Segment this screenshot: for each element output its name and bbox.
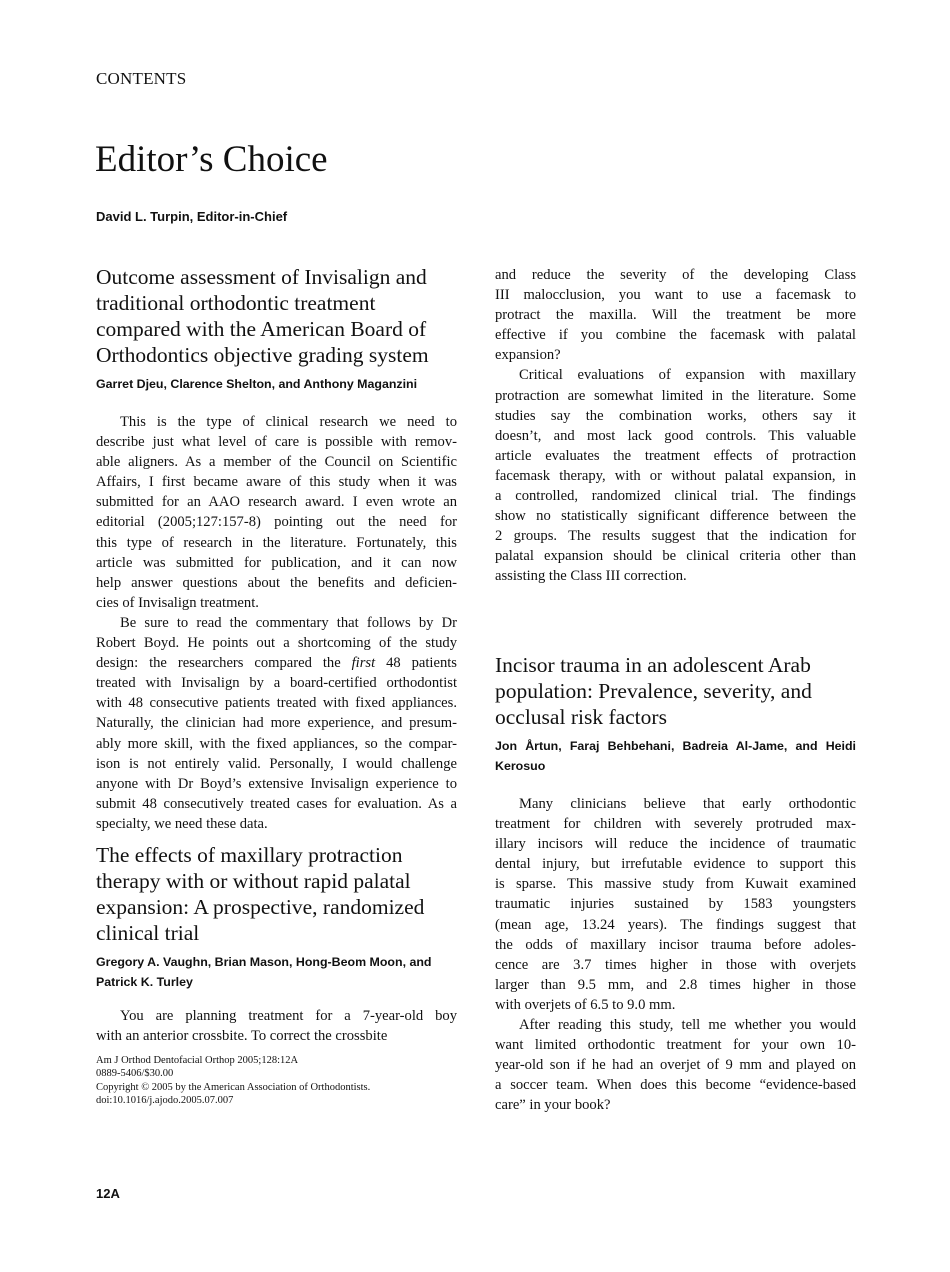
text-line: This is the type of clinical research we need to [120,414,457,430]
text-line: traumatic injuries sustained by 1583 youngsters [495,896,856,913]
text-line: 2 groups. The results suggest that the indication for [495,528,856,545]
text-line: Many clinicians believe that early orthodontic [519,796,856,812]
text-line: Critical evaluations of expansion with maxillary [519,367,856,384]
text-line: treatment for children with severely protruded max- [495,816,856,833]
text-line: editorial (2005;127:157-8) pointing out the need for [96,514,457,531]
text-line: describe just what level of care is possible with remov- [96,434,457,451]
text-line: protraction are somewhat limited in the literature. Some [495,387,856,404]
copyright-line: Copyright © 2005 by the American Association of Orthodontists. [96,1081,371,1093]
paragraph [96,1006,457,1046]
article-invisalign-body [96,412,457,834]
article-invisalign [96,264,457,394]
text-line: Naturally, the clinician had more experience, and presum- [96,715,457,732]
text-line: effective if you combine the facemask with palatal [495,327,856,344]
text-line: and reduce the severity of the developing Class [495,267,856,283]
citation-line: Am J Orthod Dentofacial Orthop 2005;128:12A [96,1055,299,1066]
text-line: submit 48 consecutively treated cases for evaluation. As a [96,795,457,812]
section-label: CONTENTS [96,69,187,88]
article-authors: Jon Årtun, Faraj Behbehani, Badreia Al-Jame, and Heidi Kerosuo [495,739,856,773]
text-line: cies of Invisalign treatment. [96,594,259,611]
text-line: want limited orthodontic treatment for your own 10- [495,1037,856,1054]
article-title: Incisor trauma in an adolescent Arab population: Prevalence, severity, and occlusal risk factors [495,653,812,729]
text-line: with overjets of 6.5 to 9.0 mm. [495,996,676,1013]
doi-line: doi:10.1016/j.ajodo.2005.07.007 [96,1095,234,1107]
text-line: dental injury, but irrefutable evidence to support this [495,856,856,873]
text-line: ison is not entirely valid. Personally, I would challenge [96,755,457,772]
text-line: protract the maxilla. Will the treatment be more [495,307,856,324]
text-line: specialty, we need these data. [96,815,268,832]
paragraph [495,265,856,365]
text-line: expansion? [495,347,561,364]
text-line: illary incisors will reduce the incidence of traumatic [495,836,856,853]
editor-byline: David L. Turpin, Editor-in-Chief [96,209,288,224]
text-line: help answer questions about the benefits and deficien- [96,574,457,591]
text-line: submitted for an AAO research award. I even wrote an [96,494,457,511]
text-line: cence are 3.7 times higher in those with overjets [495,956,856,973]
text-line: show no statistically significant difference between the [495,508,856,525]
text-line: the odds of maxillary incisor trauma before adoles- [495,936,856,953]
text-line: doesn’t, and most lack good controls. This valuable [495,427,856,444]
article-maxillary-protraction-body-start [96,1006,457,1046]
text-line: anyone with Dr Boyd’s extensive Invisalign experience to [96,775,457,792]
text-line: (mean age, 13.24 years). The findings suggest that [495,916,856,933]
article-incisor-trauma-body [495,794,856,1116]
text-line: a soccer team. When does this become “evidence-based [495,1077,856,1094]
text-line: design: the researchers compared the first 48 patients [96,655,457,672]
text-line: You are planning treatment for a 7-year-old boy [120,1008,457,1024]
text-line: year-old son if he had an overjet of 9 mm and played on [495,1057,856,1074]
text-line: this type of research in the literature. Fortunately, this [96,534,457,551]
page-title: Editor’s Choice [95,139,328,180]
text-line: larger than 9.5 mm, and 2.8 times higher in those [495,976,856,993]
paragraph [96,412,457,613]
text-line: Affairs, I first became aware of this study when it was [96,474,457,491]
text-line: studies say the combination works, others say it [495,407,856,424]
paragraph [495,365,856,586]
citation-footnote [96,1054,457,1108]
text-line: III malocclusion, you want to use a facemask to [495,287,856,304]
paragraph [495,794,856,1015]
text-line: a controlled, randomized clinical trial. The findings [495,488,856,505]
article-title: The effects of maxillary protraction therapy with or without rapid palatal expansion: A prospective, randomized clinical trial [96,843,425,945]
text-line: ably more skill, with the fixed appliances, so the compar- [96,735,457,752]
issn-line: 0889-5406/$30.00 [96,1068,174,1080]
text-line: Robert Boyd. He points out a shortcoming of the study [96,635,457,652]
text-line: facemask therapy, with or without palatal expansion, in [495,467,856,484]
text-line: care” in your book? [495,1097,611,1114]
article-authors: Gregory A. Vaughn, Brian Mason, Hong-Beom Moon, and Patrick K. Turley [96,955,432,989]
text-line: palatal expansion should be clinical criteria other than [495,548,856,565]
text-line: with an anterior crossbite. To correct the crossbite [96,1028,388,1045]
article-title: Outcome assessment of Invisalign and traditional orthodontic treatment compared with the American Board of Orthodontics objective grading system [96,265,429,367]
text-line: article evaluates the treatment effects of protraction [495,447,856,464]
text-line: treated with Invisalign by a board-certified orthodontist [96,675,457,692]
article-incisor-trauma [495,652,856,776]
page-number: 12A [96,1186,120,1201]
text-line: After reading this study, tell me whether you would [519,1017,856,1034]
paragraph [495,1015,856,1115]
text-line: is sparse. This massive study from Kuwait examined [495,876,856,893]
text-line: with 48 consecutive patients treated with fixed appliances. [96,695,457,712]
article-maxillary-protraction [96,842,457,992]
text-line: Be sure to read the commentary that follows by Dr [120,614,457,631]
text-line: article was submitted for publication, and it can now [96,554,457,571]
article-authors: Garret Djeu, Clarence Shelton, and Anthony Maganzini [96,377,418,391]
text-line: assisting the Class III correction. [495,568,687,585]
article-maxillary-protraction-body-cont [495,265,856,587]
paragraph [96,613,457,834]
text-line: able aligners. As a member of the Council on Scientific [96,454,457,471]
